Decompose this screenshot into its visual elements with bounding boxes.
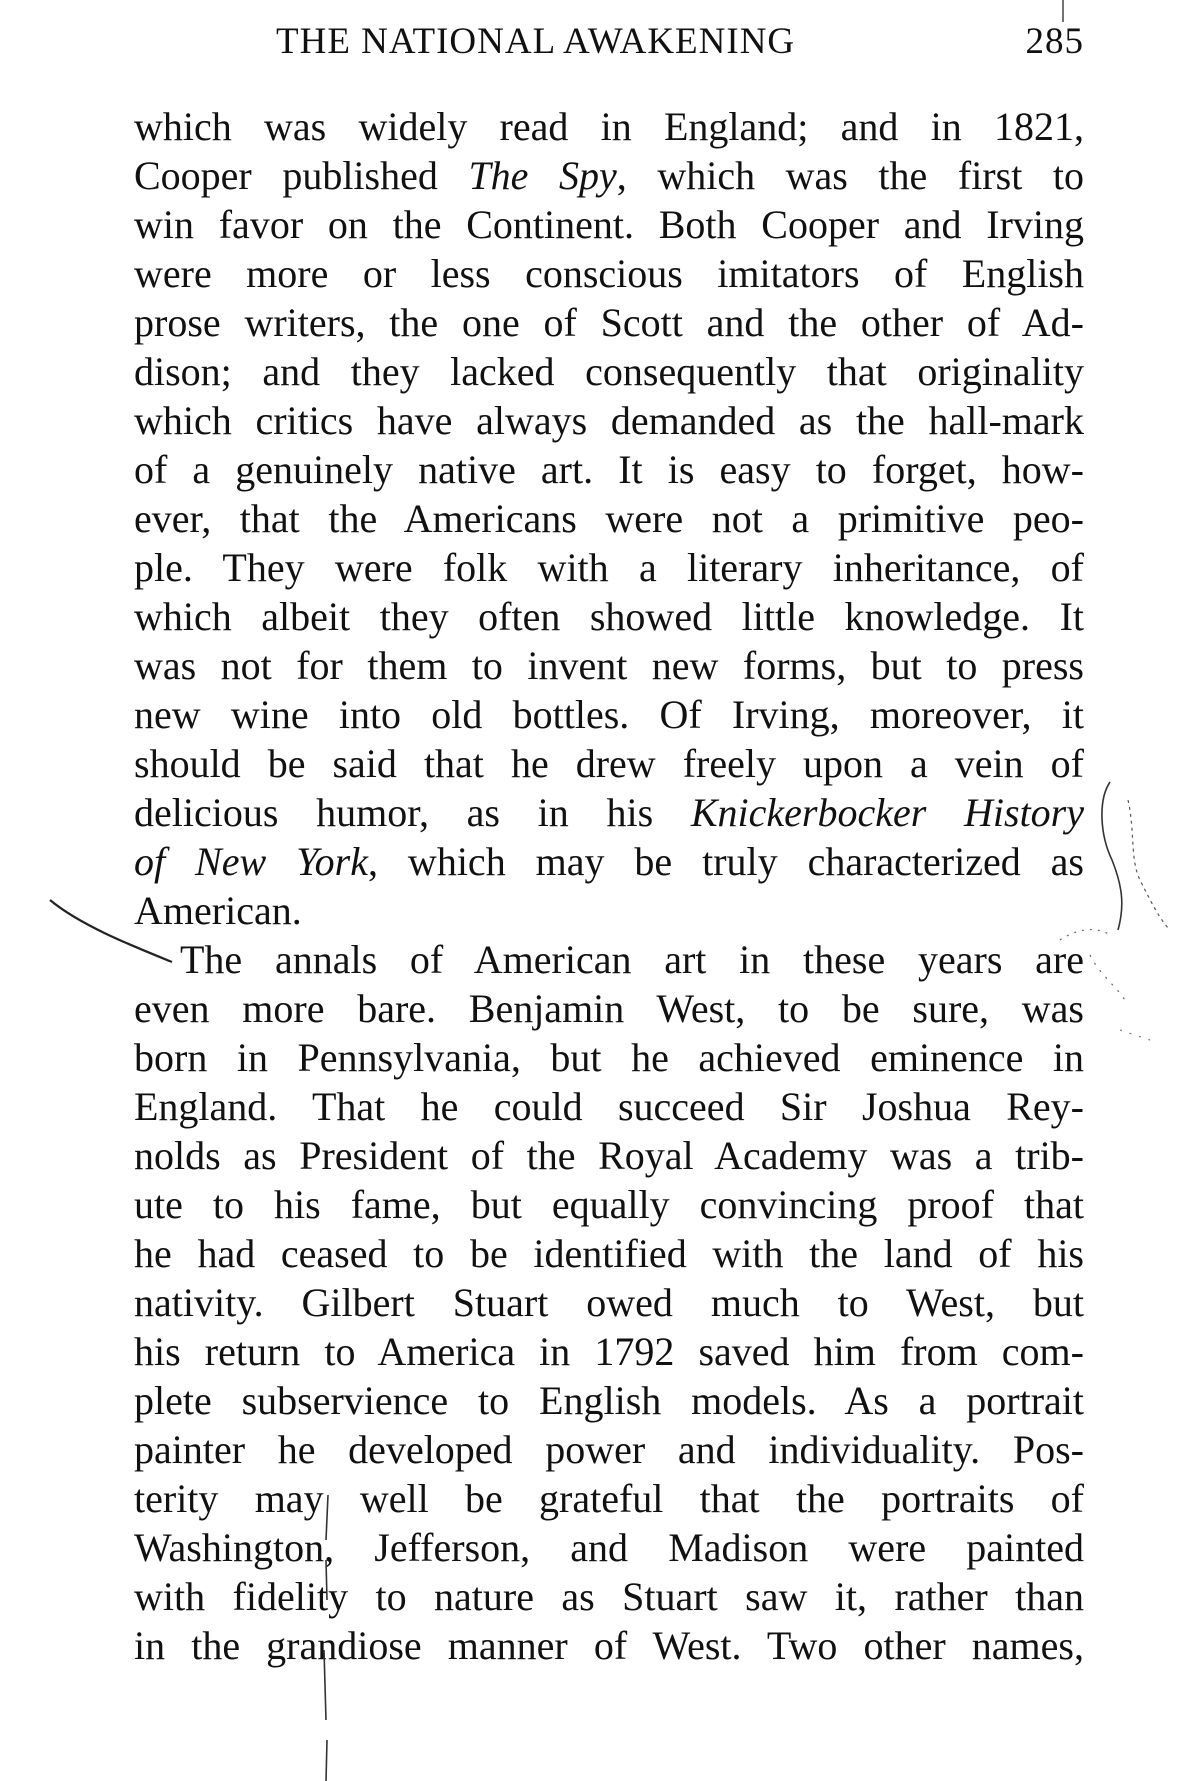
paragraph-start-line: The annals of American art in these years are xyxy=(180,937,1084,982)
margin-bracket xyxy=(1102,782,1122,930)
text-line: England. That he could succeed Sir Joshua Rey- xyxy=(134,1084,1084,1129)
text-line xyxy=(134,788,1084,837)
text-line: prose writers, the one of Scott and the other of Ad- xyxy=(134,300,1084,345)
text-line: American. xyxy=(134,888,302,933)
text-segment: delicious humor, as in his xyxy=(134,790,691,835)
text-line: new wine into old bottles. Of Irving, moreover, it xyxy=(134,692,1084,737)
text-segment: , which was the first to xyxy=(616,153,1084,198)
text-line: ute to his fame, but equally convincing proof that xyxy=(134,1182,1084,1227)
running-head xyxy=(276,20,1084,70)
text-line: he had ceased to be identified with the land of his xyxy=(134,1231,1084,1276)
text-line: were more or less conscious imitators of English xyxy=(134,251,1084,296)
text-line xyxy=(134,837,1084,886)
text-line: in the grandiose manner of West. Two other names, xyxy=(134,1623,1084,1668)
text-line: dison; and they lacked consequently that originality xyxy=(134,349,1084,394)
text-line: even more bare. Benjamin West, to be sure, was xyxy=(134,986,1084,1031)
text-line: of a genuinely native art. It is easy to forget, how- xyxy=(134,447,1084,492)
margin-squiggle xyxy=(1128,800,1170,930)
text-segment: , which may be truly characterized as xyxy=(368,839,1084,884)
text-segment: Cooper published xyxy=(134,153,469,198)
text-line: with fidelity to nature as Stuart saw it, rather than xyxy=(134,1574,1084,1619)
text-line: plete subservience to English models. As a portrait xyxy=(134,1378,1084,1423)
text-line xyxy=(134,151,1084,200)
book-title: The Spy xyxy=(468,153,617,198)
page-number: 285 xyxy=(1025,21,1084,62)
text-line: his return to America in 1792 saved him from com- xyxy=(134,1329,1084,1374)
text-line: win favor on the Continent. Both Cooper and Irving xyxy=(134,202,1084,247)
text-line: ever, that the Americans were not a primitive peo- xyxy=(134,496,1084,541)
text-line: was not for them to invent new forms, but to press xyxy=(134,643,1084,688)
text-line: should be said that he drew freely upon a vein of xyxy=(134,741,1084,786)
book-title: of New York xyxy=(134,839,368,884)
text-line: which albeit they often showed little knowledge. It xyxy=(134,594,1084,639)
text-line: terity may well be grateful that the portraits of xyxy=(134,1476,1084,1521)
running-title: THE NATIONAL AWAKENING xyxy=(276,21,796,62)
body-text xyxy=(134,102,1084,1670)
margin-dots-2 xyxy=(1090,955,1125,1000)
text-line: painter he developed power and individuality. Pos- xyxy=(134,1427,1084,1472)
book-title: Knickerbocker History xyxy=(690,790,1085,835)
text-line: ple. They were folk with a literary inheritance, of xyxy=(134,545,1084,590)
margin-dots-3 xyxy=(1120,1030,1150,1040)
text-line: nolds as President of the Royal Academy was a trib- xyxy=(134,1133,1084,1178)
text-line: which was widely read in England; and in 1821, xyxy=(134,104,1084,149)
text-line: born in Pennsylvania, but he achieved eminence in xyxy=(134,1035,1084,1080)
text-line: Washington, Jefferson, and Madison were painted xyxy=(134,1525,1084,1570)
text-line: which critics have always demanded as the hall-mark xyxy=(134,398,1084,443)
text-line: nativity. Gilbert Stuart owed much to West, but xyxy=(134,1280,1084,1325)
